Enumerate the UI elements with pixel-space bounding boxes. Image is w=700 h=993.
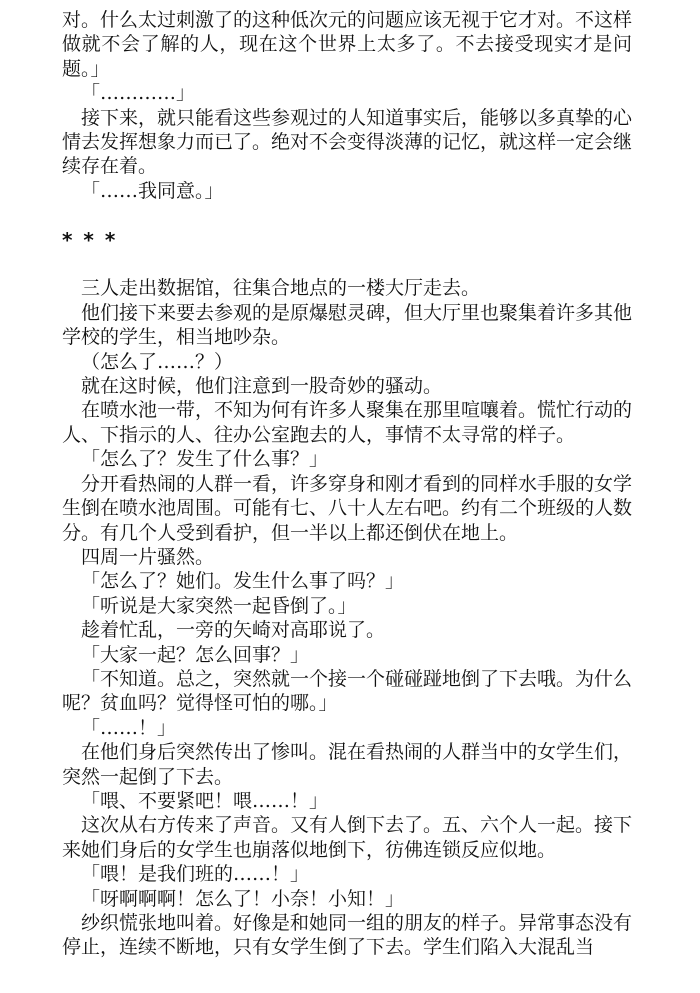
paragraph: 就在这时候，他们注意到一股奇妙的骚动。 <box>81 375 443 398</box>
paragraph: 「……我同意。」 <box>81 179 224 202</box>
paragraph: 对。什么太过刺激了的这种低次元的问题应该无视于它才对。不这样做就不会了解的人，现在这个世界上太多了。不去接受现实才是问题。」 <box>62 9 633 80</box>
blank-line <box>62 203 632 227</box>
paragraph: （怎么了……？） <box>81 350 234 373</box>
paragraph: 「怎么了？她们。发生什么事了吗？」 <box>81 570 405 593</box>
paragraph: 他们接下来要去参观的是原爆慰灵碑，但大厅里也聚集着许多其他学校的学生，相当地吵杂。 <box>62 301 633 349</box>
paragraph: 分开看热闹的人群一看，许多穿身和刚才看到的同样水手服的女学生倒在喷水池周围。可能有七、八十人左右吧。约有二个班级的人数分。有几个人受到看护，但一半以上都还倒伏在地上。 <box>62 472 633 544</box>
paragraph: 「喂、不要紧吧！喂……！」 <box>81 789 329 812</box>
paragraph: 纱织慌张地叫着。好像是和她同一组的朋友的样子。异常事态没有停止，连续不断地，只有女学生倒了下去。学生们陷入大混乱当 <box>62 912 633 959</box>
paragraph: 「听说是大家突然一起昏倒了。」 <box>81 594 357 617</box>
paragraph: 在喷水池一带，不知为何有许多人聚集在那里喧嚷着。慌忙行动的人、下指示的人、往办公室跑去的人，事情不太寻常的样子。 <box>62 399 633 446</box>
paragraph: 「呀啊啊啊！怎么了！小奈！小知！」 <box>81 887 405 910</box>
paragraph: 「不知道。总之，突然就一个接一个碰碰踫地倒了下去哦。为什么呢？贫血吗？觉得怪可怕的哪。」 <box>62 667 633 715</box>
document-page <box>62 8 632 960</box>
paragraph: 「大家一起？怎么回事？」 <box>81 643 310 666</box>
paragraph: 「……！」 <box>81 716 177 739</box>
paragraph: 「喂！是我们班的……！」 <box>81 863 310 886</box>
paragraph: 在他们身后突然传出了惨叫。混在看热闹的人群当中的女学生们，突然一起倒了下去。 <box>62 741 633 788</box>
paragraph: 四周一片骚然。 <box>81 545 215 568</box>
blank-line <box>62 252 632 276</box>
paragraph: 这次从右方传来了声音。又有人倒下去了。五、六个人一起。接下来她们身后的女学生也崩落似地倒下，彷佛连锁反应似地。 <box>62 814 633 861</box>
paragraph: 「怎么了？发生了什么事？」 <box>81 448 329 471</box>
paragraph: 接下来，就只能看这些参观过的人知道事实后，能够以多真挚的心情去发挥想象力而已了。绝对不会变得淡薄的记忆，就这样一定会继续存在着。 <box>62 106 633 178</box>
section-separator: * * * <box>62 227 118 252</box>
paragraph: 「…………」 <box>81 82 196 105</box>
paragraph: 三人走出数据馆，往集合地点的一楼大厅走去。 <box>81 277 481 300</box>
paragraph: 趁着忙乱，一旁的矢崎对高耶说了。 <box>81 619 386 642</box>
